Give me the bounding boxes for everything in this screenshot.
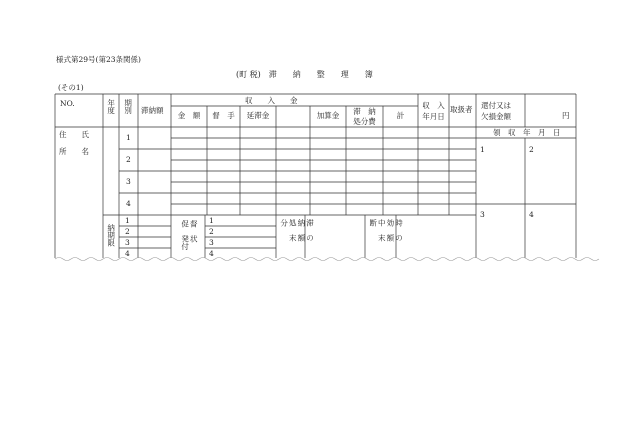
address-label: 所 名 [59,147,89,156]
income-col-late: 延滞金 [246,111,270,120]
receipt-slot: 2 [529,145,534,154]
handler-header: 取扱者 [450,105,473,114]
row-number: 3 [126,177,131,186]
income-date-header: 収 入 年月日 [422,101,445,121]
receipt-slot: 4 [529,210,534,219]
due-date-label: 納期限 [106,224,116,247]
income-col-disposal: 滞 納 処分費 [353,107,376,126]
form-number: 様式第29号(第23条関係) [56,55,141,64]
suspension-label: 時 の 効 額 中 末 断 [368,219,404,242]
due-slot: 3 [125,238,130,247]
income-group-header: 収 入 金 [245,96,298,105]
demand-slot: 1 [209,216,214,225]
income-col-amount: 金 額 [177,111,201,120]
due-slot: 2 [125,227,130,236]
income-col-demand: 督 手 [212,111,235,120]
disposal-label: 滞 の 納 額 処 末 分 [279,219,315,242]
demand-slot: 2 [209,227,214,236]
receipt-date-header: 領 収 年 月 日 [493,128,561,137]
row-number: 2 [126,155,131,164]
due-slot: 4 [125,249,130,258]
demand-slot: 4 [209,249,214,258]
row-number: 4 [126,199,131,208]
due-slot: 1 [125,216,130,225]
demand-label: 督 状 促 発付 [180,220,199,250]
refund-header: 還付又は 欠損金額 [481,101,511,121]
no-header: NO. [60,99,75,108]
yen-unit: 円 [562,111,570,120]
demand-slot: 3 [209,238,214,247]
receipt-slot: 3 [480,210,485,219]
form-title: (町 税) 滞 納 整 理 簿 [236,70,373,79]
receipt-slot: 1 [480,145,485,154]
income-col-total: 計 [396,111,405,120]
year-header: 年度 [106,99,116,114]
period-header: 期別 [123,99,133,114]
arrears-header: 滞納額 [141,106,164,115]
income-col-added: 加算金 [316,111,340,120]
row-number: 1 [126,133,131,142]
name-label: 住 氏 [59,130,89,139]
sub-label: (その1) [58,83,84,92]
